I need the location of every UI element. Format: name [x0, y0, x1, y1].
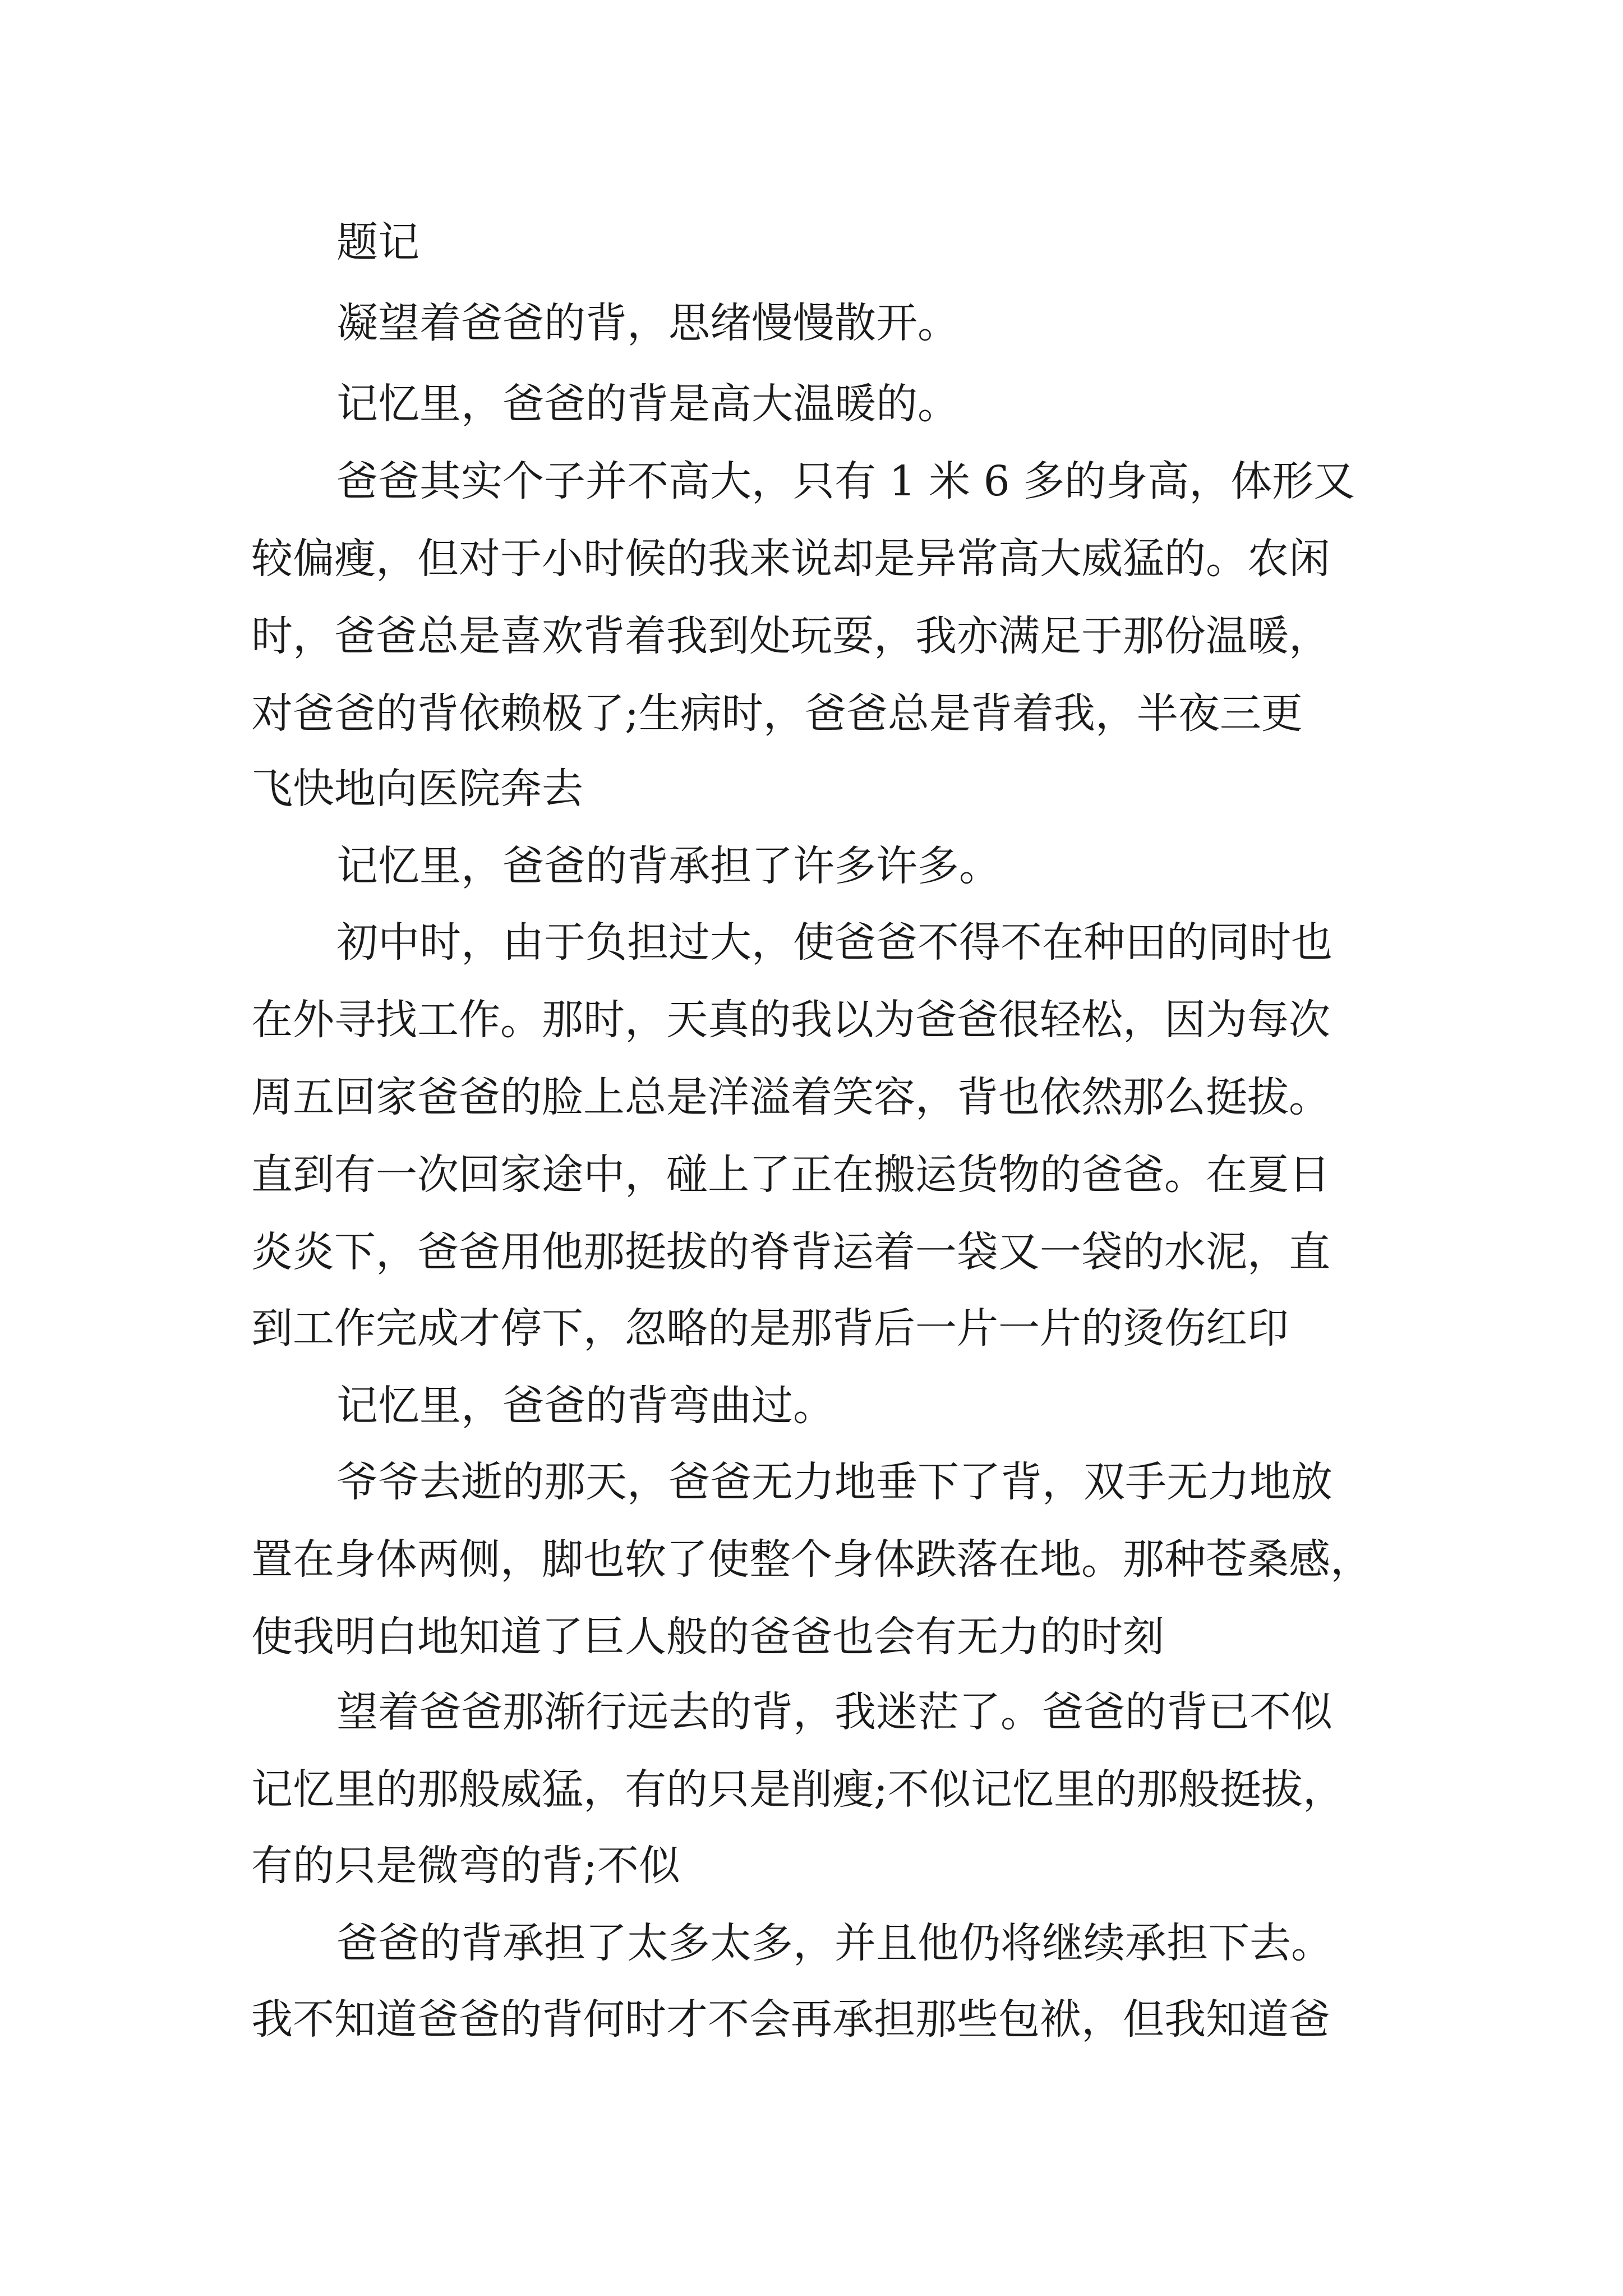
text-line: 周五回家爸爸的脸上总是洋溢着笑容，背也依然那么挺拔。: [251, 1073, 1330, 1121]
title-line: 题记: [336, 218, 419, 266]
text-line: 对爸爸的背依赖极了;生病时，爸爸总是背着我，半夜三更: [251, 689, 1303, 738]
text-line: 使我明白地知道了巨人般的爸爸也会有无力的时刻: [251, 1613, 1164, 1661]
text-line: 直到有一次回家途中，碰上了正在搬运货物的爸爸。在夏日: [251, 1151, 1330, 1199]
text-line: 记忆里的那般威猛，有的只是削瘦;不似记忆里的那般挺拔，: [251, 1765, 1344, 1814]
text-line: 炎炎下，爸爸用他那挺拔的脊背运着一袋又一袋的水泥，直: [251, 1228, 1330, 1276]
text-line: 在外寻找工作。那时，天真的我以为爸爸很轻松，因为每次: [251, 996, 1330, 1044]
text-line: 爸爸的背承担了太多太多，并且他仍将继续承担下去。: [336, 1919, 1332, 1967]
text-line: 置在身体两侧，脚也软了使整个身体跌落在地。那种苍桑感，: [251, 1535, 1372, 1584]
text-line: 凝望着爸爸的背，思绪慢慢散开。: [336, 299, 959, 347]
text-line: 记忆里，爸爸的背弯曲过。: [336, 1382, 834, 1430]
text-line: 我不知道爸爸的背何时才不会再承担那些包袱，但我知道爸: [251, 1995, 1330, 2044]
text-line: 望着爸爸那渐行远去的背，我迷茫了。爸爸的背已不似: [336, 1688, 1332, 1736]
text-line: 到工作完成才停下，忽略的是那背后一片一片的烫伤红印: [251, 1304, 1289, 1352]
text-line: 记忆里，爸爸的背是高大温暖的。: [336, 380, 959, 428]
text-line: 爸爸其实个子并不高大，只有 1 米 6 多的身高，体形又: [336, 457, 1355, 505]
text-line: 飞快地向医院奔去: [251, 765, 583, 813]
text-line: 较偏瘦，但对于小时候的我来说却是异常高大威猛的。农闲: [251, 535, 1330, 583]
text-line: 时，爸爸总是喜欢背着我到处玩耍，我亦满足于那份温暖，: [251, 612, 1330, 660]
text-line: 记忆里，爸爸的背承担了许多许多。: [336, 842, 1000, 890]
text-line: 有的只是微弯的背;不似: [251, 1842, 680, 1890]
text-line: 爷爷去逝的那天，爸爸无力地垂下了背，双手无力地放: [336, 1458, 1332, 1506]
text-line: 初中时，由于负担过大，使爸爸不得不在种田的同时也: [336, 918, 1332, 967]
